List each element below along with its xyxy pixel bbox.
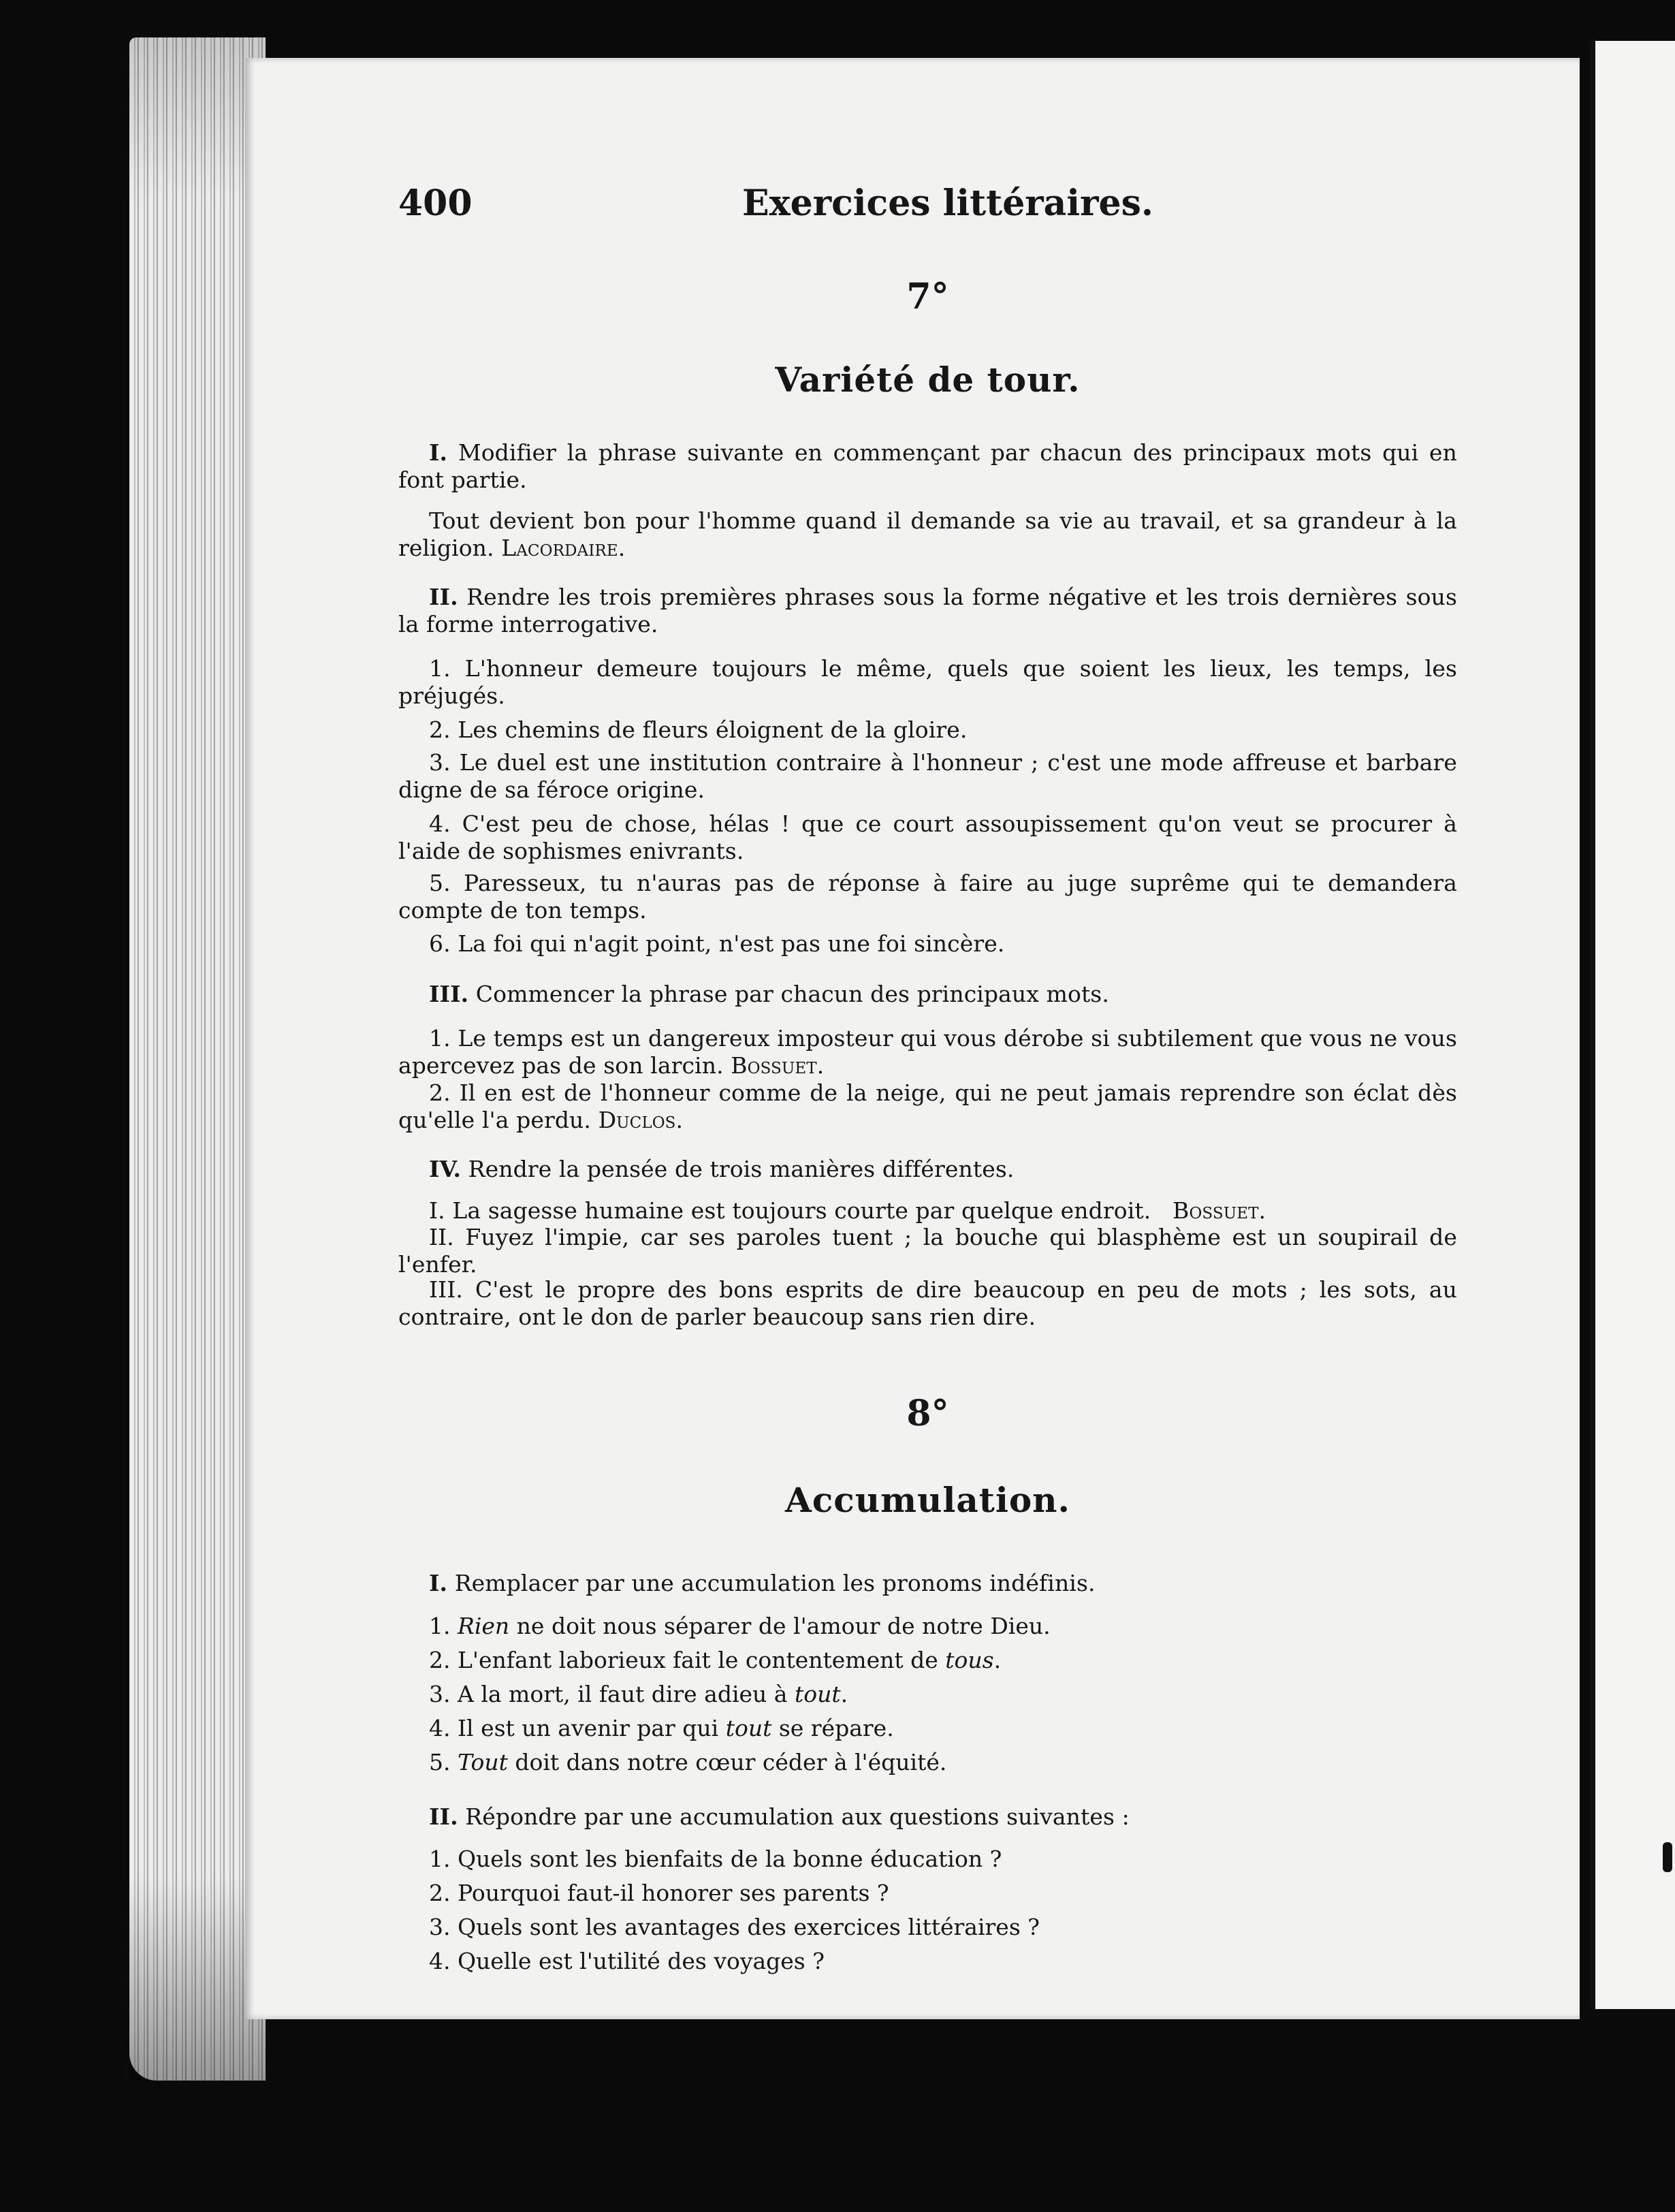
list-item: I. La sagesse humaine est toujours courte par quelque endroit. Bossuet. — [429, 1197, 1266, 1224]
list-item: 4. Il est un avenir par qui tout se répare. — [429, 1715, 894, 1741]
list-item: 3. Le duel est une institution contraire à l'honneur ; c'est une mode affreuse et barbare digne de sa féroce origine. — [398, 749, 1457, 803]
list-item: II. Fuyez l'impie, car ses paroles tuent ; la bouche qui blasphème est un soupirail de l'enfer. — [398, 1224, 1457, 1278]
exercise-instruction: IV. Rendre la pensée de trois manières différentes. — [429, 1156, 1015, 1182]
exercise-instruction: III. Commencer la phrase par chacun des principaux mots. — [429, 981, 1109, 1007]
list-item: 3. Quels sont les avantages des exercices littéraires ? — [429, 1914, 1040, 1940]
list-item: 1. Le temps est un dangereux imposteur qui vous dérobe si subtilement que vous ne vous apercevez pas de son larcin. Bossuet. — [398, 1025, 1457, 1079]
author: Bossuet. — [1172, 1197, 1266, 1224]
list-item: 5. Tout doit dans notre cœur céder à l'équité. — [429, 1749, 947, 1775]
exercise-instruction: II. Répondre par une accumulation aux questions suivantes : — [429, 1803, 1130, 1830]
section-number: 7° — [906, 276, 949, 317]
facing-page-edge — [1590, 41, 1675, 2009]
exercise-instruction: I. Remplacer par une accumulation les pronoms indéfinis. — [429, 1570, 1096, 1596]
list-item: 6. La foi qui n'agit point, n'est pas une foi sincère. — [429, 930, 1005, 957]
quotation: Tout devient bon pour l'homme quand il demande sa vie au travail, et sa grandeur à la religion. Lacordaire. — [398, 507, 1457, 561]
exercise-instruction: I. Modifier la phrase suivante en commençant par chacun des principaux mots qui en font partie. — [398, 439, 1457, 493]
list-item: III. C'est le propre des bons esprits de dire beaucoup en peu de mots ; les sots, au contraire, ont le don de parler beaucoup sans rien dire. — [398, 1276, 1457, 1330]
list-item: 2. Il en est de l'honneur comme de la neige, qui ne peut jamais reprendre son éclat dès qu'elle l'a perdu. Duclos. — [398, 1079, 1457, 1133]
list-item: 1. Rien ne doit nous séparer de l'amour de notre Dieu. — [429, 1613, 1051, 1639]
list-item: 2. L'enfant laborieux fait le contentement de tous. — [429, 1647, 1002, 1673]
author: Bossuet. — [731, 1052, 825, 1079]
exercise-instruction: II. Rendre les trois premières phrases sous la forme négative et les trois dernières sous la forme interrogative. — [398, 584, 1457, 637]
list-item: 1. Quels sont les bienfaits de la bonne éducation ? — [429, 1846, 1002, 1872]
author: Lacordaire. — [501, 535, 626, 561]
section-title: Accumulation. — [785, 1480, 1070, 1520]
running-title: Exercices littéraires. — [742, 183, 1153, 224]
list-item: 2. Les chemins de fleurs éloignent de la gloire. — [429, 716, 968, 743]
page-number: 400 — [398, 183, 473, 224]
scan-mark — [1663, 1842, 1672, 1872]
author: Duclos. — [598, 1107, 684, 1133]
list-item: 3. A la mort, il faut dire adieu à tout. — [429, 1681, 848, 1707]
list-item: 4. Quelle est l'utilité des voyages ? — [429, 1948, 825, 1974]
section-number: 8° — [906, 1393, 949, 1434]
list-item: 2. Pourquoi faut-il honorer ses parents ? — [429, 1880, 889, 1906]
list-item: 4. C'est peu de chose, hélas ! que ce court assoupissement qu'on veut se procurer à l'aide de sophismes enivrants. — [398, 810, 1457, 864]
list-item: 5. Paresseux, tu n'auras pas de réponse à faire au juge suprême qui te demandera compte de ton temps. — [398, 870, 1457, 923]
list-item: 1. L'honneur demeure toujours le même, quels que soient les lieux, les temps, les préjugés. — [398, 655, 1457, 709]
section-title: Variété de tour. — [775, 360, 1081, 400]
